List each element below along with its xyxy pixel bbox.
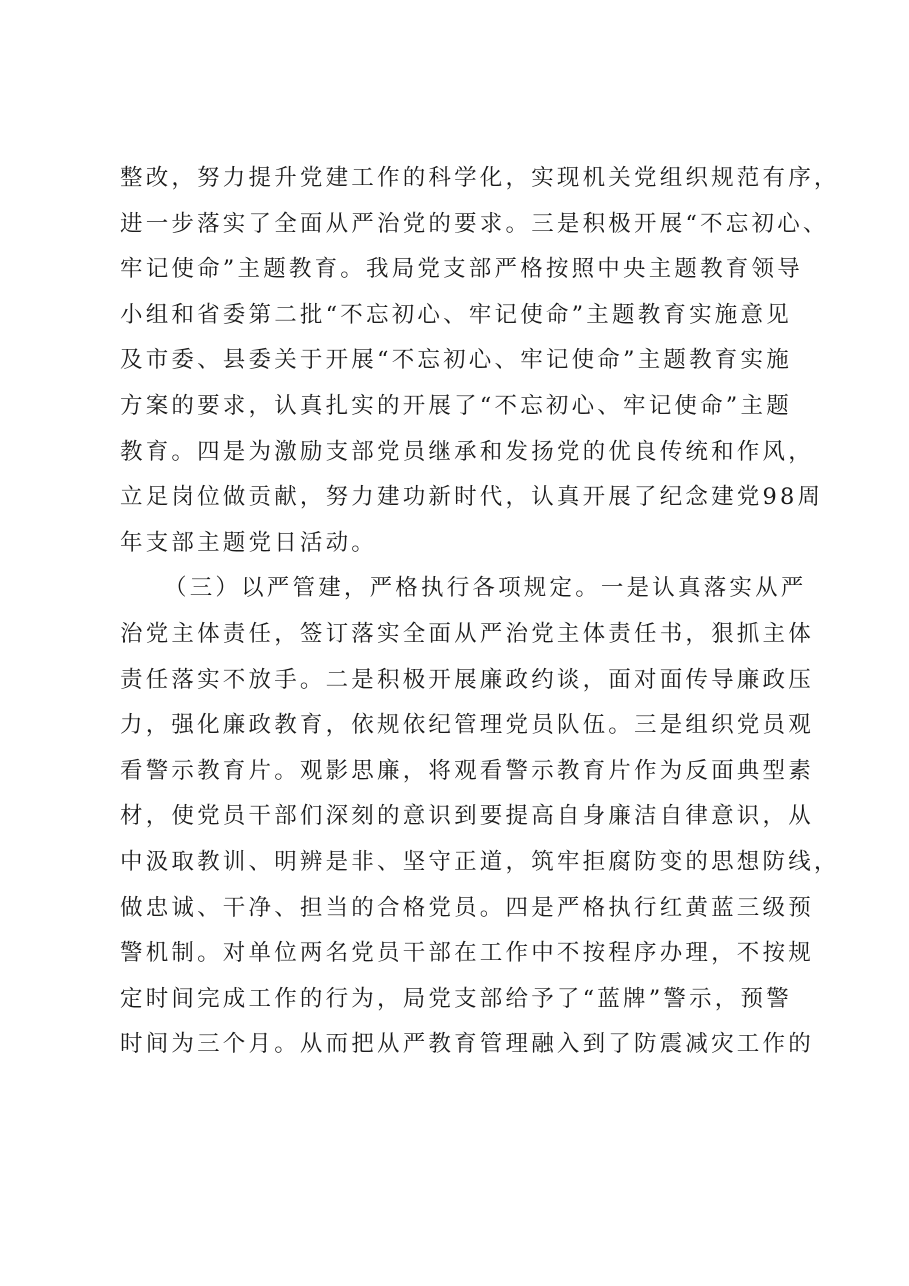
text-line: 治党主体责任，签订落实全面从严治党主体责任书，狠抓主体 [120, 620, 814, 647]
text-line: 进一步落实了全面从严治党的要求。三是积极开展“不忘初心、 [120, 210, 829, 237]
text-line: 力，强化廉政教育，依规依纪管理党员队伍。三是组织党员观 [120, 712, 814, 739]
text-line: 教育。四是为激励支部党员继承和发扬党的优良传统和作风， [120, 438, 814, 465]
text-line: 警机制。对单位两名党员干部在工作中不按程序办理，不按规 [120, 940, 814, 967]
text-line: 责任落实不放手。二是积极开展廉政约谈，面对面传导廉政压 [120, 666, 814, 693]
text-line: 看警示教育片。观影思廉，将观看警示教育片作为反面典型素 [120, 757, 814, 784]
text-line: 整改，努力提升党建工作的科学化，实现机关党组织规范有序， [120, 165, 840, 191]
text-line: 做忠诚、干净、担当的合格党员。四是严格执行红黄蓝三级预 [120, 894, 814, 921]
text-line: 时间为三个月。从而把从严教育管理融入到了防震减灾工作的 [120, 1031, 814, 1058]
text-line: 方案的要求，认真扎实的开展了“不忘初心、牢记使命”主题 [120, 392, 792, 419]
text-line: 定时间完成工作的行为，局党支部给予了“蓝牌”警示，预警 [120, 985, 792, 1012]
document-body [120, 156, 840, 1068]
text-line: 年支部主题党日活动。 [120, 529, 378, 556]
text-line: 立足岗位做贡献，努力建功新时代，认真开展了纪念建党98周 [120, 484, 824, 511]
text-line: 材，使党员干部们深刻的意识到要提高自身廉洁自律意识，从 [120, 803, 814, 830]
paragraph-2 [120, 566, 840, 1068]
text-line: 及市委、县委关于开展“不忘初心、牢记使命”主题教育实施 [120, 347, 792, 374]
text-line: （三）以严管建，严格执行各项规定。一是认真落实从严 [164, 575, 807, 602]
text-line: 小组和省委第二批“不忘初心、牢记使命”主题教育实施意见 [120, 301, 792, 328]
text-line: 牢记使命”主题教育。我局党支部严格按照中央主题教育领导 [120, 256, 803, 283]
paragraph-1 [120, 156, 840, 566]
text-line: 中汲取教训、明辨是非、坚守正道，筑牢拒腐防变的思想防线， [120, 848, 840, 875]
